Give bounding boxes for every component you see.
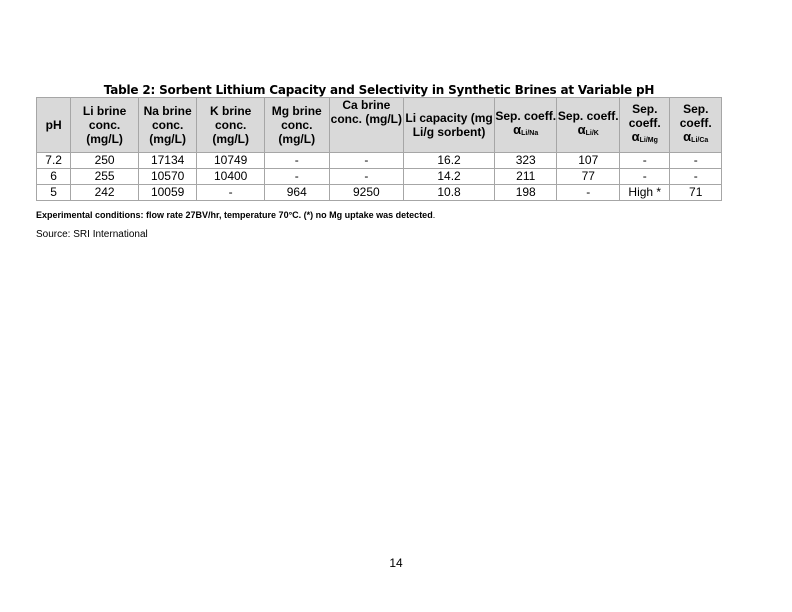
cell-li-conc: 250: [71, 153, 139, 169]
table-row: [37, 185, 722, 201]
header-sep-li-mg: [620, 98, 670, 153]
alpha-symbol: α: [631, 129, 640, 144]
alpha-symbol: α: [513, 122, 522, 137]
header-li-conc: [71, 98, 139, 153]
header-sep-li-ca: [670, 98, 722, 153]
cell-na-conc: 17134: [138, 153, 197, 169]
cell-sep-li-mg: -: [620, 153, 670, 169]
source-line: Source: SRI International: [36, 229, 148, 240]
cell-sep-li-ca: -: [670, 153, 722, 169]
cell-li-capacity: 10.8: [404, 185, 495, 201]
cell-mg-conc: -: [264, 169, 329, 185]
header-ph: [37, 98, 71, 153]
results-table: [36, 97, 722, 201]
header-label: Ca brine conc. (mg/L): [330, 98, 402, 126]
table-caption: Table 2: Sorbent Lithium Capacity and Selectivity in Synthetic Brines at Variable pH: [103, 83, 655, 97]
header-mg-conc: [264, 98, 329, 153]
cell-sep-li-mg: -: [620, 169, 670, 185]
cell-na-conc: 10570: [138, 169, 197, 185]
alpha-symbol: α: [577, 122, 586, 137]
cell-ca-conc: -: [329, 169, 404, 185]
cell-ph: 5: [37, 185, 71, 201]
experimental-conditions-note: [36, 210, 435, 220]
cell-ph: 6: [37, 169, 71, 185]
header-ca-conc: [329, 98, 404, 153]
cell-na-conc: 10059: [138, 185, 197, 201]
header-li-capacity: [404, 98, 495, 153]
header-label: Sep. coeff.: [628, 102, 661, 130]
table-row: [37, 169, 722, 185]
cell-li-conc: 255: [71, 169, 139, 185]
header-label: K brine conc. (mg/L): [209, 104, 252, 146]
cell-sep-li-k: -: [557, 185, 620, 201]
header-k-conc: [197, 98, 265, 153]
table-row: [37, 153, 722, 169]
alpha-subscript: Li/K: [585, 130, 599, 137]
page-number: 14: [389, 556, 403, 570]
cell-li-capacity: 16.2: [404, 153, 495, 169]
cell-sep-li-na: 323: [494, 153, 557, 169]
cell-k-conc: 10749: [197, 153, 265, 169]
table-header-row: [37, 98, 722, 153]
header-label: Li capacity (mg Li/g sorbent): [405, 111, 493, 139]
cell-sep-li-ca: 71: [670, 185, 722, 201]
cell-li-conc: 242: [71, 185, 139, 201]
cell-sep-li-k: 77: [557, 169, 620, 185]
cell-sep-li-ca: -: [670, 169, 722, 185]
alpha-subscript: Li/Na: [521, 130, 539, 137]
cell-li-capacity: 14.2: [404, 169, 495, 185]
header-label: Sep. coeff.: [495, 109, 557, 123]
header-label: Mg brine conc. (mg/L): [271, 104, 322, 146]
header-label: pH: [45, 118, 62, 132]
header-label: Sep. coeff.: [679, 102, 712, 130]
cell-sep-li-k: 107: [557, 153, 620, 169]
cell-mg-conc: 964: [264, 185, 329, 201]
header-sep-li-na: [494, 98, 557, 153]
header-label: Na brine conc. (mg/L): [143, 104, 192, 146]
alpha-symbol: α: [683, 129, 692, 144]
header-sep-li-k: [557, 98, 620, 153]
alpha-subscript: Li/Ca: [691, 137, 709, 144]
header-na-conc: [138, 98, 197, 153]
header-label: Li brine conc. (mg/L): [82, 104, 127, 146]
cell-sep-li-na: 211: [494, 169, 557, 185]
note-text: Experimental conditions: flow rate 27BV/hr, temperature 70°C. (*) no Mg uptake was detected: [36, 210, 433, 220]
cell-sep-li-na: 198: [494, 185, 557, 201]
cell-ca-conc: -: [329, 153, 404, 169]
cell-ph: 7.2: [37, 153, 71, 169]
header-label: Sep. coeff.: [557, 109, 619, 123]
cell-k-conc: 10400: [197, 169, 265, 185]
cell-mg-conc: -: [264, 153, 329, 169]
cell-sep-li-mg: High *: [620, 185, 670, 201]
alpha-subscript: Li/Mg: [639, 137, 658, 144]
cell-ca-conc: 9250: [329, 185, 404, 201]
note-end: .: [432, 210, 436, 220]
cell-k-conc: -: [197, 185, 265, 201]
